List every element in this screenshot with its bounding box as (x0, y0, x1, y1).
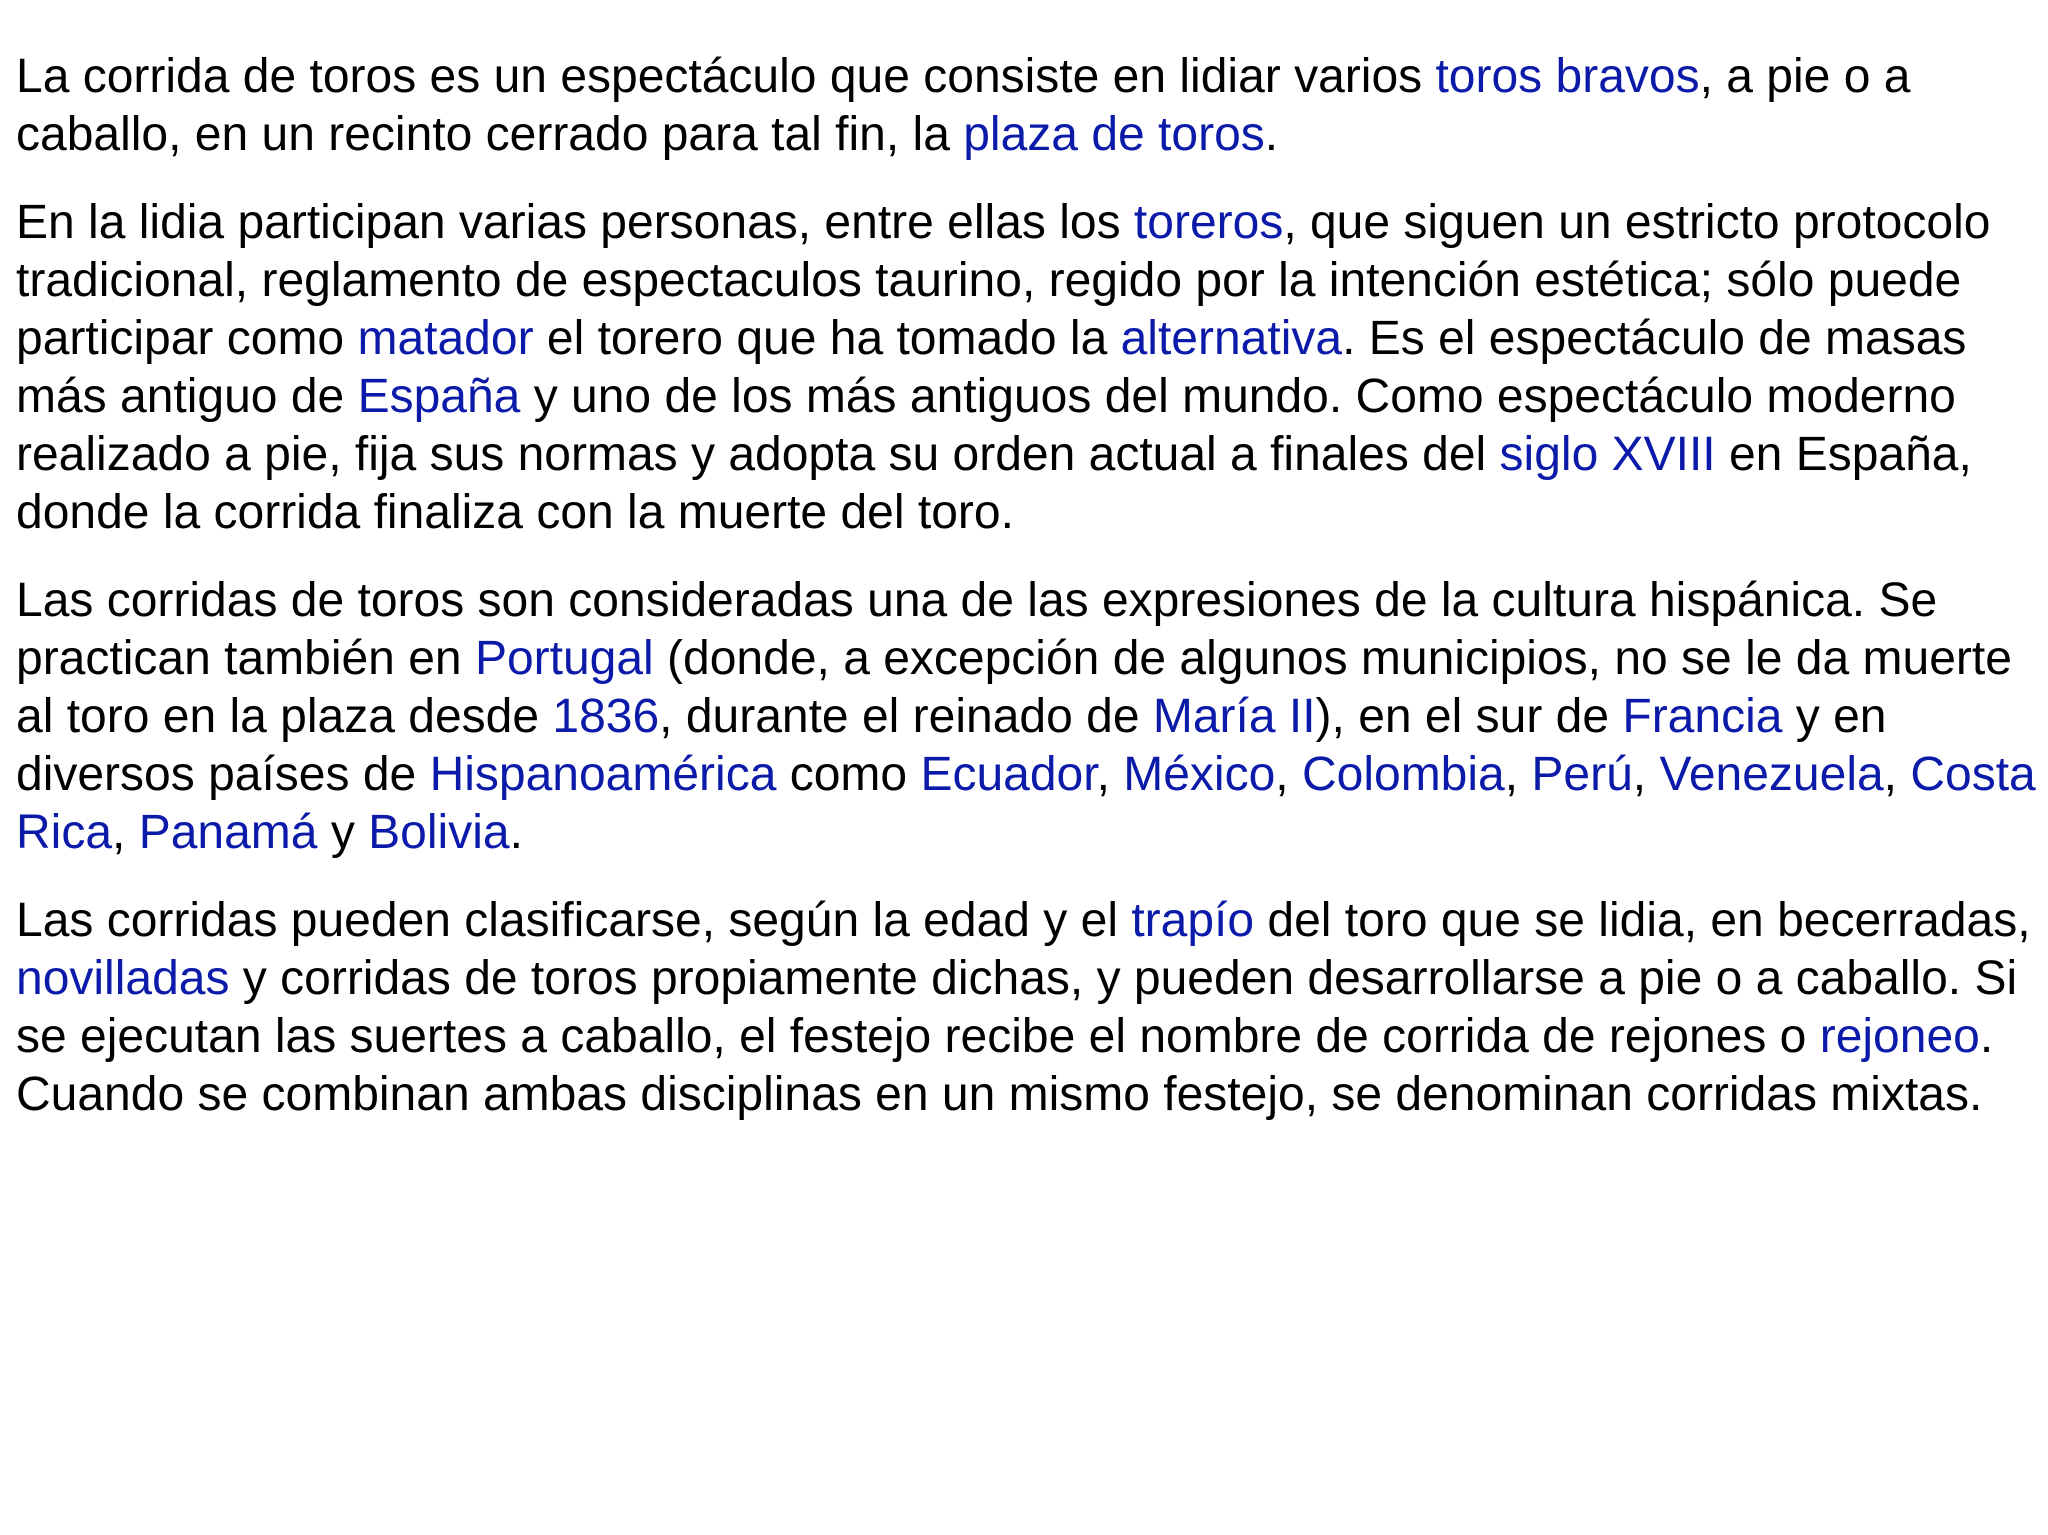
article-link[interactable]: Venezuela (1659, 748, 1884, 801)
article-text: , (1096, 748, 1124, 801)
article-link[interactable]: Bolivia (368, 806, 510, 859)
article-link[interactable]: toros bravos (1435, 50, 1700, 103)
article-paragraph (16, 892, 2041, 1124)
article-paragraph (16, 48, 2041, 164)
article-link[interactable]: Francia (1622, 690, 1783, 743)
article-text: , que siguen un estricto protocolo tradicional, reglamento de espectaculos taurino, regido por la intención estética; sólo puede participar como (16, 196, 1991, 365)
article-link[interactable]: trapío (1131, 894, 1255, 947)
article-link[interactable]: Panamá (138, 806, 318, 859)
article-link[interactable]: siglo XVIII (1499, 428, 1716, 481)
article-link[interactable]: Colombia (1301, 748, 1505, 801)
article-link[interactable]: Hispanoamérica (429, 748, 777, 801)
article-text: . (1264, 108, 1279, 161)
article-link[interactable]: 1836 (552, 690, 660, 743)
article-text: en España, donde la corrida finaliza con la muerte del toro. (16, 428, 1972, 539)
article-text: y corridas de toros propiamente dichas, y pueden desarrollarse a pie o a caballo. Si se ejecutan las suertes a caballo, el festejo recibe el nombre de corrida de rejones o (16, 952, 2018, 1063)
article-text: . Cuando se combinan ambas disciplinas en un mismo festejo, se denominan corridas mixtas. (16, 1010, 1994, 1121)
article-link[interactable]: Perú (1531, 748, 1633, 801)
article-link[interactable]: Ecuador (920, 748, 1097, 801)
article-text: , a pie o a caballo, en un recinto cerrado para tal fin, la (16, 50, 1911, 161)
article-text: y (317, 806, 369, 859)
article-text: . Es el espectáculo de masas más antiguo de (16, 312, 1967, 423)
article-link[interactable]: María II (1152, 690, 1316, 743)
article-text: Las corridas de toros son consideradas una de las expresiones de la cultura hispánica. Se practican también en (16, 574, 1938, 685)
article-text: (donde, a excepción de algunos municipios, no se le da muerte al toro en la plaza desde (16, 632, 2012, 743)
article-text: , (1504, 748, 1532, 801)
article-text: , durante el reinado de (659, 690, 1153, 743)
article-body (16, 48, 2041, 1154)
article-link[interactable]: Costa Rica (16, 748, 2036, 859)
article-paragraph (16, 194, 2041, 542)
article-text: , (112, 806, 139, 859)
article-text: el torero que ha tomado la (533, 312, 1121, 365)
article-text: En la lidia participan varias personas, entre ellas los (16, 196, 1134, 249)
article-link[interactable]: matador (357, 312, 534, 365)
article-link[interactable]: toreros (1133, 196, 1284, 249)
article-paragraph (16, 572, 2041, 862)
article-text: , (1275, 748, 1302, 801)
article-text: y uno de los más antiguos del mundo. Como espectáculo moderno realizado a pie, fija sus normas y adopta su orden actual a finales del (16, 370, 1956, 481)
article-link[interactable]: novilladas (16, 952, 230, 1005)
article-link[interactable]: Portugal (474, 632, 654, 685)
article-link[interactable]: plaza de toros (963, 108, 1265, 161)
article-link[interactable]: alternativa (1120, 312, 1343, 365)
article-link[interactable]: España (357, 370, 521, 423)
article-link[interactable]: México (1123, 748, 1276, 801)
article-text: como (776, 748, 921, 801)
article-text: y en diversos países de (16, 690, 1887, 801)
article-text: ), en el sur de (1315, 690, 1623, 743)
article-text: del toro que se lidia, en becerradas, (1254, 894, 2031, 947)
article-text: Las corridas pueden clasificarse, según la edad y el (16, 894, 1132, 947)
article-text: , (1632, 748, 1660, 801)
article-text: , (1883, 748, 1911, 801)
article-link[interactable]: rejoneo (1819, 1010, 1980, 1063)
article-text: . (509, 806, 523, 859)
article-text: La corrida de toros es un espectáculo que consiste en lidiar varios (16, 50, 1436, 103)
